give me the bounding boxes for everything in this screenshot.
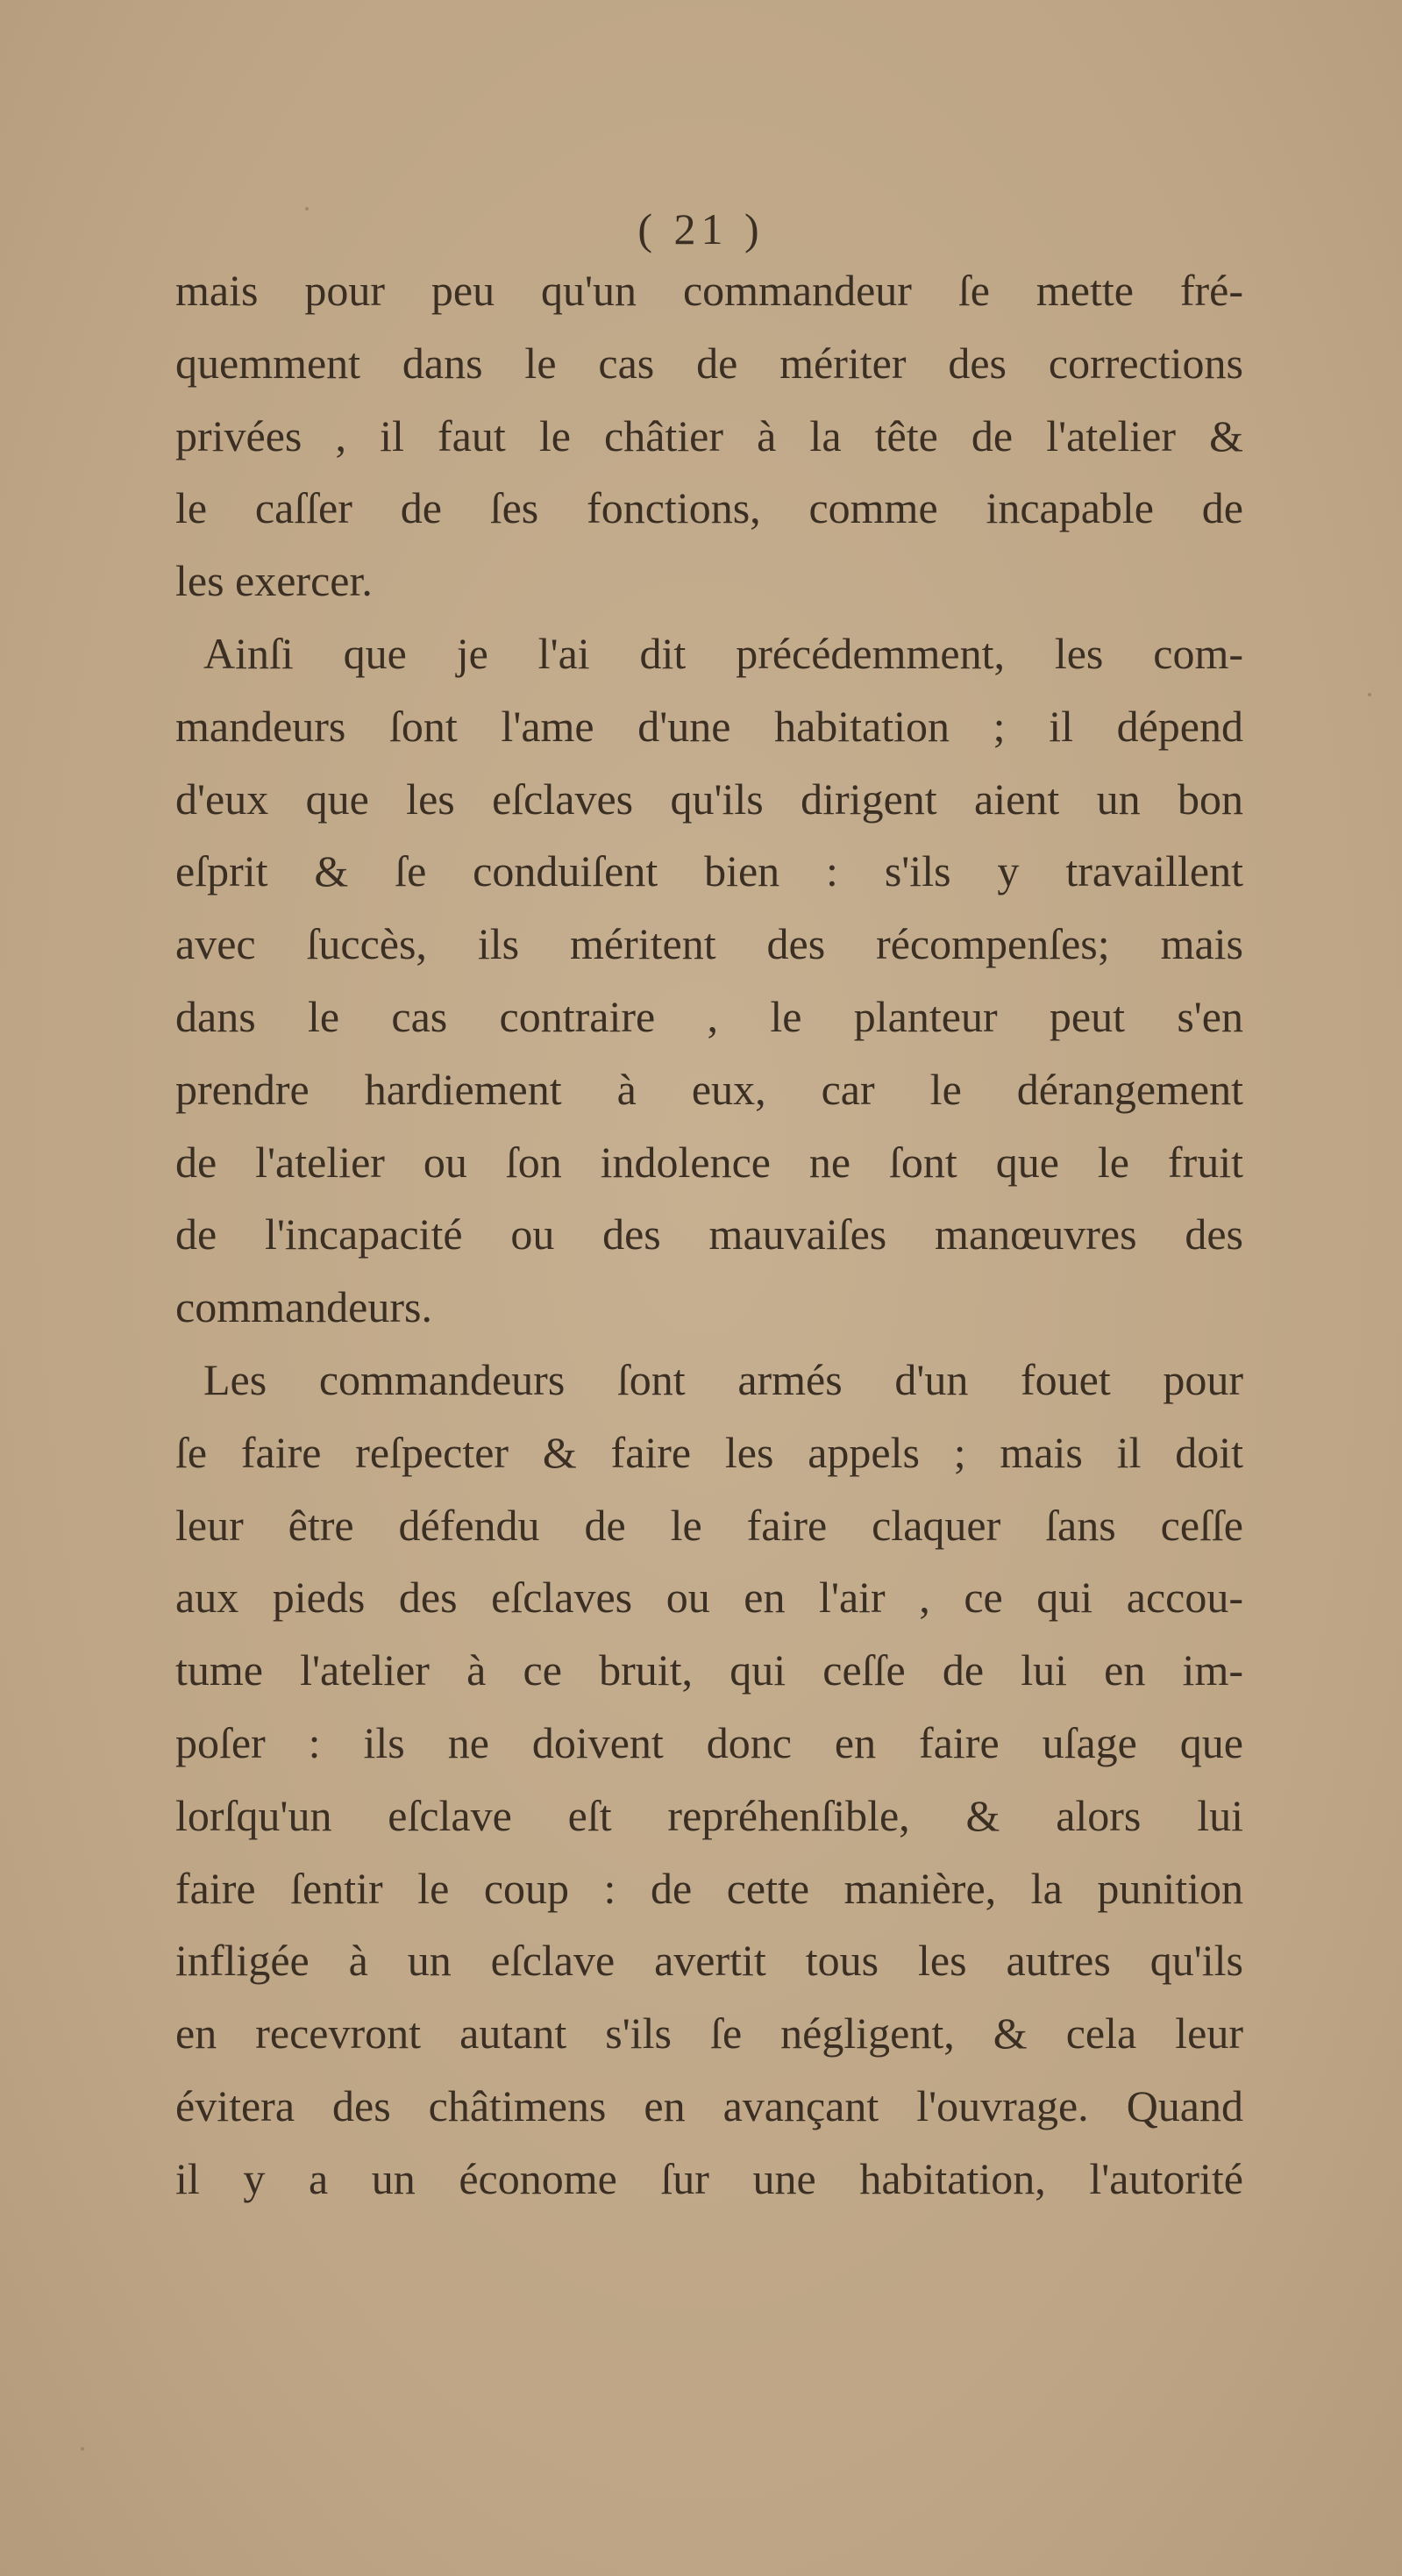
text-line: de l'atelier ou ſon indolence ne ſont que le fruit xyxy=(175,1137,1243,1187)
text-line: Les commandeurs ſont armés d'un fouet pour xyxy=(203,1354,1243,1404)
paper-speck xyxy=(81,2447,84,2451)
text-line: poſer : ils ne doivent donc en faire uſage que xyxy=(175,1717,1243,1767)
text-line: quemment dans le cas de mériter des corrections xyxy=(175,338,1243,388)
text-line: évitera des châtimens en avançant l'ouvrage. Quand xyxy=(175,2080,1243,2130)
text-line: mandeurs ſont l'ame d'une habitation ; il dépend xyxy=(175,701,1243,751)
text-line: aux pieds des eſclaves ou en l'air , ce qui accou- xyxy=(175,1573,1243,1623)
text-line: de l'incapacité ou des mauvaiſes manœuvres des xyxy=(175,1210,1243,1259)
text-line: mais pour peu qu'un commandeur ſe mette fré- xyxy=(175,266,1243,315)
text-line: avec ſuccès, ils méritent des récompenſes; mais xyxy=(175,919,1243,969)
text-line: privées , il faut le châtier à la tête de l'atelier & xyxy=(175,410,1243,460)
text-line: eſprit & ſe conduiſent bien : s'ils y travaillent xyxy=(175,846,1243,896)
paper-speck xyxy=(305,207,309,211)
text-line: prendre hardiement à eux, car le dérangement xyxy=(175,1064,1243,1114)
text-line: le caſſer de ſes fonctions, comme incapable de xyxy=(175,483,1243,533)
text-line: les exercer. xyxy=(175,556,373,606)
text-line: Ainſi que je l'ai dit précédemment, les com- xyxy=(203,628,1243,678)
text-line: lorſqu'un eſclave eſt repréhenſible, & alors lui xyxy=(175,1790,1243,1840)
text-line: il y a un économe ſur une habitation, l'autorité xyxy=(175,2153,1243,2203)
text-line: d'eux que les eſclaves qu'ils dirigent aient un bon xyxy=(175,774,1243,824)
text-line: infligée à un eſclave avertit tous les autres qu'ils xyxy=(175,1936,1243,1986)
text-line: tume l'atelier à ce bruit, qui ceſſe de lui en im- xyxy=(175,1645,1243,1695)
body-text xyxy=(175,263,1243,2224)
text-line: leur être défendu de le faire claquer ſans ceſſe xyxy=(175,1500,1243,1550)
paper-speck xyxy=(1368,693,1371,696)
text-line: commandeurs. xyxy=(175,1282,432,1332)
text-line: faire ſentir le coup : de cette manière, la punition xyxy=(175,1863,1243,1913)
text-line: ſe faire reſpecter & faire les appels ; mais il doit xyxy=(175,1427,1243,1477)
text-line: dans le cas contraire , le planteur peut s'en xyxy=(175,991,1243,1041)
text-line: en recevront autant s'ils ſe négligent, & cela leur xyxy=(175,2009,1243,2059)
page-number: ( 21 ) xyxy=(637,204,765,253)
